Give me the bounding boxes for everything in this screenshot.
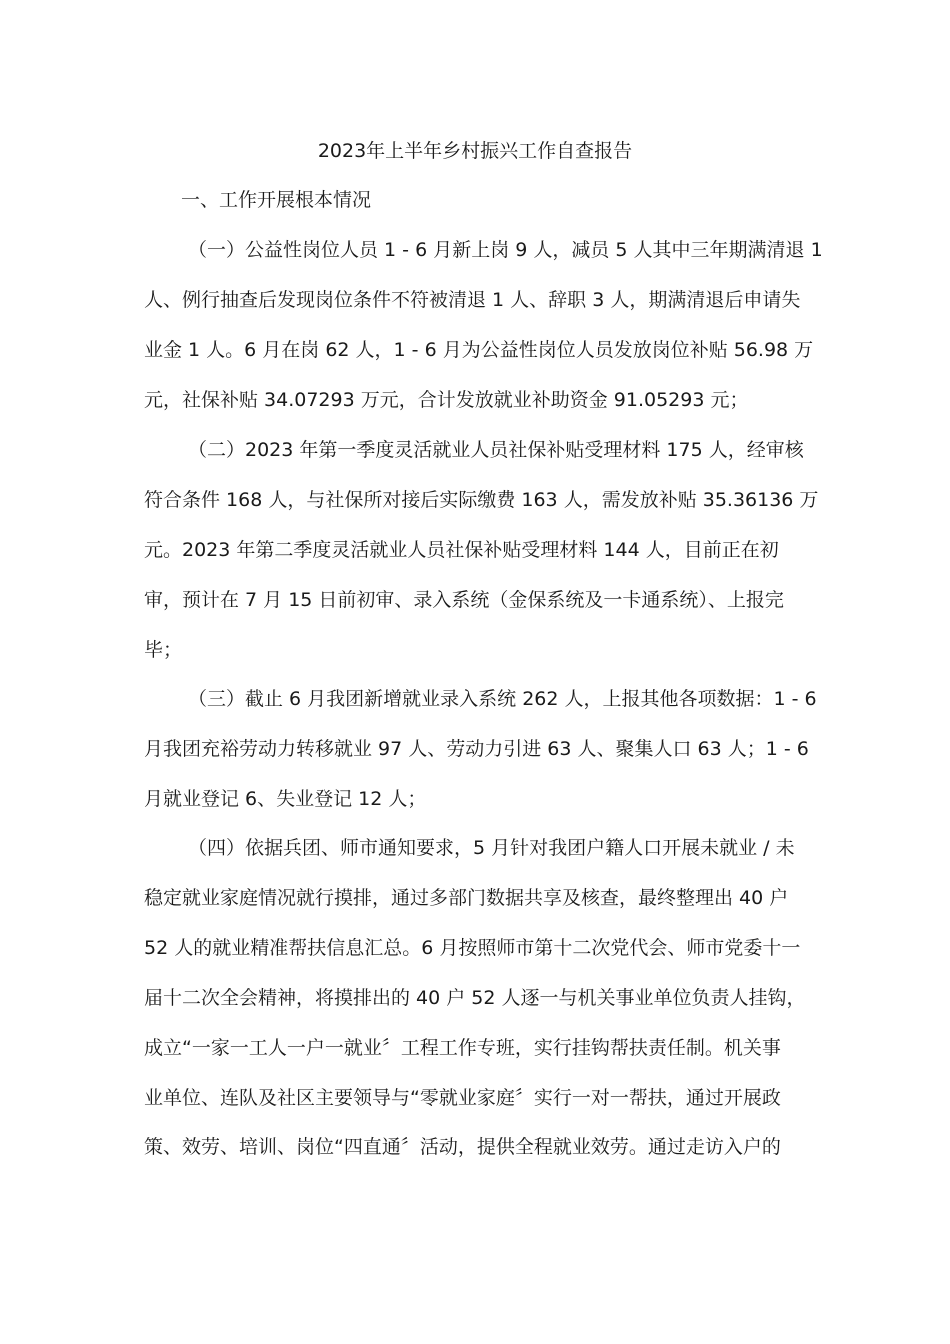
paragraph-line: 成立“一家一工人一户一就业〞工程工作专班，实行挂钩帮扶责任制。机关事 xyxy=(144,1037,781,1059)
paragraph-line: 月我团充裕劳动力转移就业 97 人、劳动力引进 63 人、聚集人口 63 人；1 - 6 xyxy=(144,738,809,760)
paragraph-line: 审，预计在 7 月 15 日前初审、录入系统（金保系统及一卡通系统）、上报完 xyxy=(144,589,784,611)
paragraph-line: 符合条件 168 人，与社保所对接后实际缴费 163 人，需发放补贴 35.36136 万 xyxy=(144,489,819,511)
paragraph-line: 人、例行抽查后发现岗位条件不符被清退 1 人、辞职 3 人，期满清退后申请失 xyxy=(144,289,801,311)
paragraph-line: 52 人的就业精准帮扶信息汇总。6 月按照师市第十二次党代会、师市党委十一 xyxy=(144,937,801,959)
paragraph-line: 业单位、连队及社区主要领导与“零就业家庭〞实行一对一帮扶，通过开展政 xyxy=(144,1087,781,1109)
paragraph-line: （二）2023 年第一季度灵活就业人员社保补贴受理材料 175 人，经审核 xyxy=(188,439,804,461)
paragraph-line: （四）依据兵团、师市通知要求，5 月针对我团户籍人口开展未就业 / 未 xyxy=(188,837,795,859)
paragraph-line: 稳定就业家庭情况就行摸排，通过多部门数据共享及核查，最终整理出 40 户 xyxy=(144,887,789,909)
paragraph-line: 业金 1 人。6 月在岗 62 人，1 - 6 月为公益性岗位人员发放岗位补贴 56.98 万 xyxy=(144,339,814,361)
document-title: 2023年上半年乡村振兴工作自查报告 xyxy=(317,140,633,162)
paragraph-line: （三）截止 6 月我团新增就业录入系统 262 人，上报其他各项数据：1 - 6 xyxy=(188,688,817,710)
paragraph-line: 元。2023 年第二季度灵活就业人员社保补贴受理材料 144 人，目前正在初 xyxy=(144,539,779,561)
paragraph-line: 毕； xyxy=(144,639,183,661)
paragraph-line: 月就业登记 6、失业登记 12 人； xyxy=(144,788,427,810)
paragraph-line: 届十二次全会精神，将摸排出的 40 户 52 人逐一与机关事业单位负责人挂钩， xyxy=(144,987,806,1009)
paragraph-line: （一）公益性岗位人员 1 - 6 月新上岗 9 人，减员 5 人其中三年期满清退 1 xyxy=(188,239,823,261)
paragraph-line: 元，社保补贴 34.07293 万元，合计发放就业补助资金 91.05293 元； xyxy=(144,389,749,411)
section-heading: 一、工作开展根本情况 xyxy=(181,189,372,211)
paragraph-line: 策、效劳、培训、岗位“四直通〞活动，提供全程就业效劳。通过走访入户的 xyxy=(144,1136,781,1158)
